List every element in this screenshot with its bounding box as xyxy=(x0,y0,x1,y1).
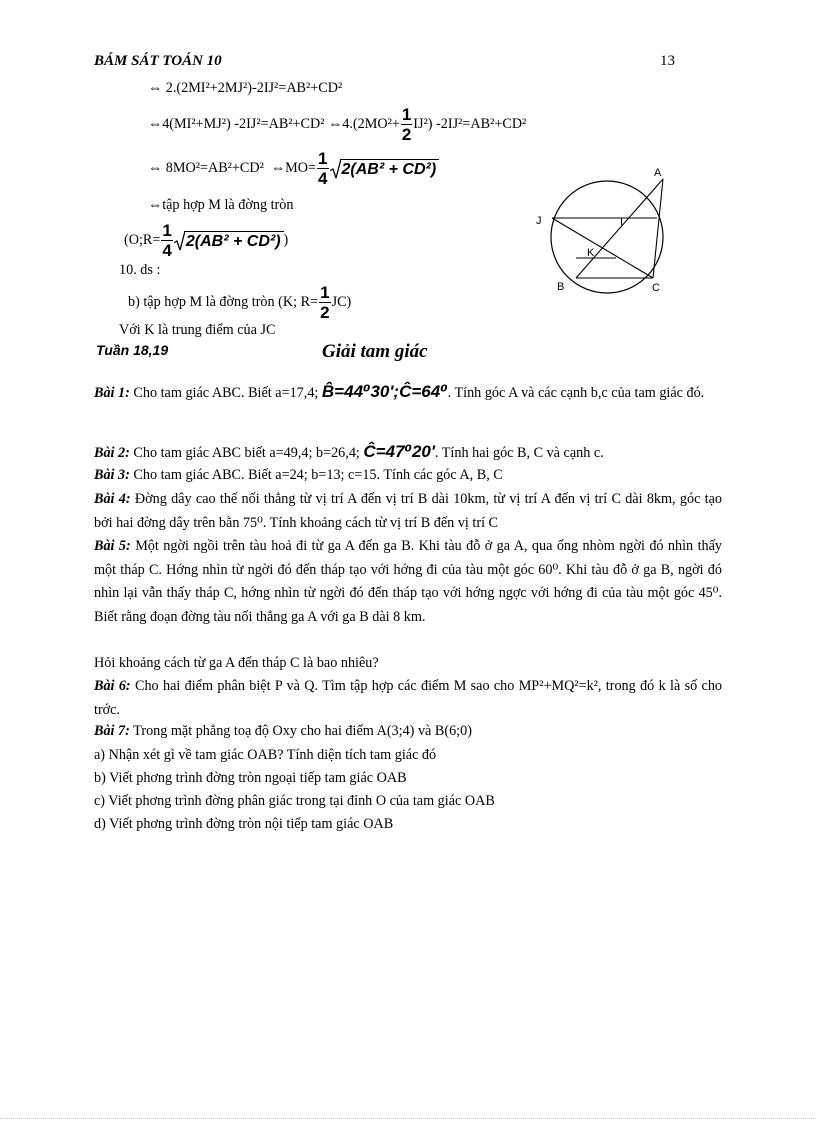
equation-part: 4.(2MO²+ xyxy=(342,115,400,132)
label-c: C xyxy=(652,282,660,294)
statement: tập hợp M là đờng tròn xyxy=(162,197,294,213)
label-b: B xyxy=(557,281,565,293)
radicand: 2(AB² + CD²) xyxy=(340,159,440,179)
exercise-text: Cho tam giác ABC. Biết a=24; b=13; c=15. Tính các góc A, B, C xyxy=(133,467,503,483)
derivation-line-5 xyxy=(124,222,288,259)
equation: 8MO²=AB²+CD² xyxy=(165,159,264,176)
exercise-5-question: Hỏi khoảng cách từ ga A đến tháp C là bao nhiêu? xyxy=(94,655,379,671)
radical-sign-icon xyxy=(330,159,341,179)
exercise-label: Bài 5: xyxy=(94,538,131,554)
segment-ac xyxy=(653,179,663,278)
derivation-line-3 xyxy=(148,150,439,187)
answer-10-note: Với K là trung điểm của JC xyxy=(119,322,276,338)
fraction-quarter xyxy=(317,150,328,187)
exercise-7 xyxy=(94,720,722,744)
running-header: BÁM SÁT TOÁN 10 xyxy=(94,53,222,69)
exercise-text: Cho tam giác ABC biết a=49,4; b=26,4; xyxy=(133,445,360,461)
exercise-text: Cho hai điểm phân biệt P và Q. Tìm tập hợp các điểm M sao cho MP²+MQ²=k², trong đó k là số cho trớc. xyxy=(94,678,723,718)
exercise-1 xyxy=(94,380,722,406)
exercise-3 xyxy=(94,464,722,488)
numerator: 1 xyxy=(320,283,330,302)
equivalence-arrow: ⇔ xyxy=(270,159,286,176)
exercise-7-item-a: a) Nhận xét gì về tam giác OAB? Tính diện tích tam giác đó xyxy=(94,747,437,763)
numerator: 1 xyxy=(318,149,328,168)
exercise-label: Bài 4: xyxy=(94,491,131,507)
equation: 2.(2MI²+2MJ²)-2IJ²=AB²+CD² xyxy=(165,80,343,96)
derivation-line-1 xyxy=(148,80,342,97)
exercise-text: Trong mặt phẳng toạ độ Oxy cho hai điểm A(3;4) và B(6;0) xyxy=(133,723,472,739)
exercise-text: Đờng dây cao thế nối thẳng từ vị trí A đến vị trí B dài 10km, từ vị trí A đến vị trí C dài 8km, góc tạo bởi hai đờng dây trên bằn 75⁰. Tính khoảng cách từ vị trí B đến vị trí C xyxy=(94,491,722,531)
angle-formula: Ĉ=47⁰20' xyxy=(363,442,435,461)
label-a: A xyxy=(654,167,662,179)
segment-ab xyxy=(576,179,663,278)
exercise-4 xyxy=(94,488,722,535)
exercise-text: . Tính hai góc B, C và cạnh c. xyxy=(434,445,604,461)
equation-part: ) xyxy=(283,231,289,248)
equivalence-arrow: ⇔ xyxy=(148,80,163,96)
exercise-text: Một ngời ngồi trên tàu hoả đi từ ga A đến ga B. Khi tàu đỗ ở ga A, qua ống nhòm ngời đó nhìn thấy một tháp C. Hớng nhìn từ ngời đó đến tháp tạo với hớng đi của tàu một góc 60⁰. Khi tàu đỗ ở ga B, ngời đó nhìn lại vẫn thấy tháp C, hớng nhìn từ ngời đó đến tháp tạo với hớng ngợc với hớng đi của tàu một góc 45⁰. Biết rằng đoạn đờng tàu nối thẳng ga A với ga B dài 8 km. xyxy=(94,538,723,625)
exercise-text: Cho tam giác ABC. Biết a=17,4; xyxy=(133,385,319,401)
equation-part: (O;R= xyxy=(124,231,161,248)
equivalence-arrow: ⇔ xyxy=(148,159,163,176)
label-j: J xyxy=(536,215,542,227)
exercise-2 xyxy=(94,440,722,466)
denominator: 4 xyxy=(318,169,328,188)
answer-10-label: 10. ds : xyxy=(119,262,161,278)
fraction-half xyxy=(319,284,330,321)
label-i: I xyxy=(620,216,624,228)
radicand: 2(AB² + CD²) xyxy=(184,231,284,251)
label-k: K xyxy=(587,247,595,259)
fraction-half xyxy=(401,106,412,143)
equivalence-arrow: ⇔ xyxy=(148,197,163,213)
exercise-text: . Tính góc A và các cạnh b,c của tam giác đó. xyxy=(447,385,705,401)
equivalence-arrow: ⇔ xyxy=(148,115,163,132)
denominator: 4 xyxy=(162,241,172,260)
fraction-quarter xyxy=(161,222,172,259)
equation: 4(MI²+MJ²) -2IJ²=AB²+CD² xyxy=(162,115,325,132)
exercise-label: Bài 1: xyxy=(94,385,130,401)
exercise-label: Bài 6: xyxy=(94,678,131,694)
statement: JC) xyxy=(331,293,352,310)
exercise-5 xyxy=(94,535,722,629)
exercise-label: Bài 2: xyxy=(94,445,130,461)
angle-formula: B̂=44⁰30';Ĉ=64⁰ xyxy=(321,382,448,401)
exercise-7-item-c: c) Viết phơng trình đờng phân giác trong tại đỉnh O của tam giác OAB xyxy=(94,793,495,809)
section-title: Giải tam giác xyxy=(322,341,428,362)
equation-part: MO= xyxy=(285,159,317,176)
week-label: Tuần 18,19 xyxy=(96,342,169,358)
exercise-label: Bài 7: xyxy=(94,723,130,739)
denominator: 2 xyxy=(401,125,412,144)
page-number: 13 xyxy=(660,53,675,69)
derivation-line-2 xyxy=(148,106,526,143)
square-root xyxy=(330,159,440,179)
answer-10-b xyxy=(128,284,351,321)
numerator: 1 xyxy=(401,105,412,124)
radical-sign-icon xyxy=(174,231,185,251)
denominator: 2 xyxy=(320,303,330,322)
statement: b) tập hợp M là đờng tròn (K; R= xyxy=(128,293,319,310)
page-border xyxy=(0,1118,816,1119)
derivation-line-4 xyxy=(148,197,293,214)
numerator: 1 xyxy=(162,221,172,240)
segment-jc xyxy=(552,218,653,278)
exercise-label: Bài 3: xyxy=(94,467,130,483)
exercise-7-item-d: d) Viết phơng trình đờng tròn nội tiếp tam giác OAB xyxy=(94,816,394,832)
square-root xyxy=(174,231,284,251)
equivalence-arrow: ⇔ xyxy=(328,115,343,132)
exercise-7-item-b: b) Viết phơng trình đờng tròn ngoại tiếp tam giác OAB xyxy=(94,770,407,786)
equation-part: IJ²) -2IJ²=AB²+CD² xyxy=(413,115,527,132)
circle-figure xyxy=(528,160,678,300)
exercise-6 xyxy=(94,675,722,722)
